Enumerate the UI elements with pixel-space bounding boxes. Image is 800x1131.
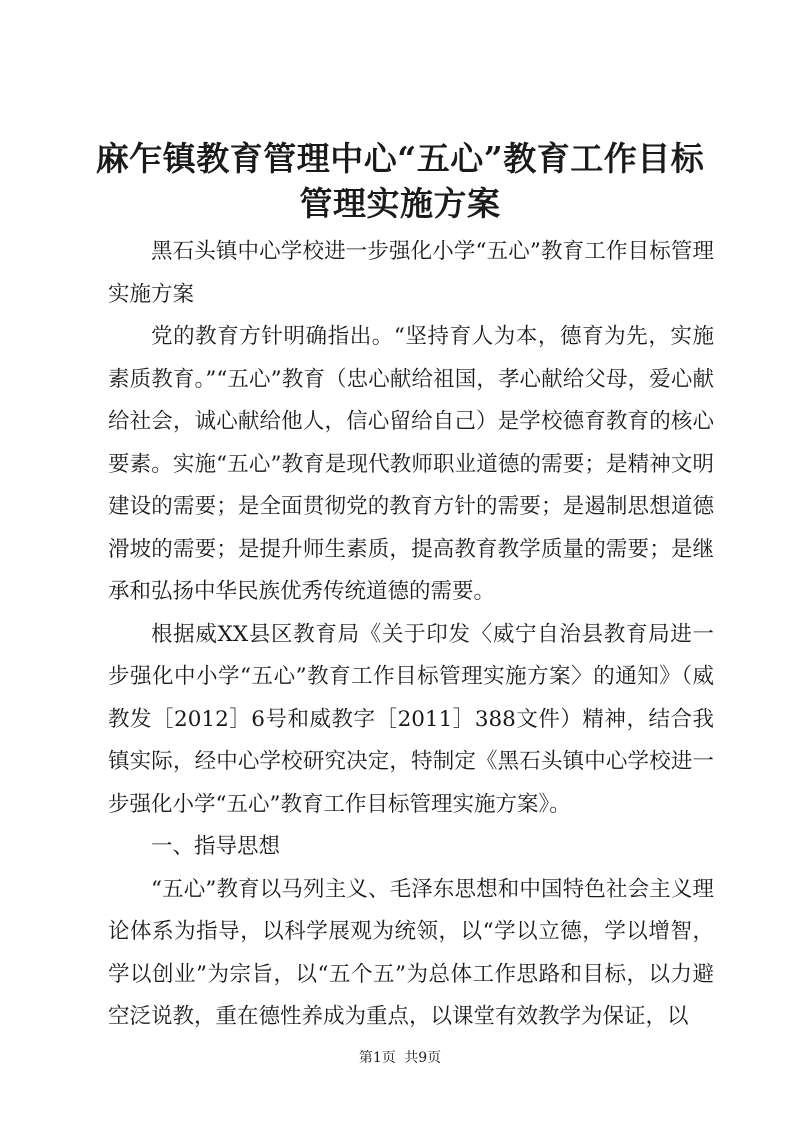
paragraph-basis: 根据威XX县区教育局《关于印发〈威宁自治县教育局进一步强化中小学“五心”教育工作目标管理实施方案〉的通知》（威教发［2012］6号和威教字［2011］388文件）精神，结合我镇实际，经中心学校研究决定，特制定《黑石头镇中心学校进一步强化小学“五心”教育工作目标管理实施方案》。 xyxy=(108,621,714,817)
page-number: 第1页 xyxy=(358,1050,396,1066)
document-body xyxy=(108,231,714,1039)
document-title: 麻乍镇教育管理中心“五心”教育工作目标管理实施方案 xyxy=(95,139,705,223)
page-footer xyxy=(0,1048,800,1068)
section-heading-guiding-ideology: 一、指导思想 xyxy=(151,834,281,859)
page-total: 共9页 xyxy=(404,1050,442,1066)
paragraph-education-policy: 党的教育方针明确指出。“坚持育人为本，德育为先，实施素质教育。”“五心”教育（忠心献给祖国，孝心献给父母，爱心献给社会，诚心献给他人，信心留给自己）是学校德育教育的核心要素。实施“五心”教育是现代教师职业道德的需要；是精神文明建设的需要；是全面贯彻党的教育方针的需要；是遏制思想道德滑坡的需要；是提升师生素质，提高教育教学质量的需要；是继承和弘扬中华民族优秀传统道德的需要。 xyxy=(108,324,714,604)
paragraph-guiding-ideology: “五心”教育以马列主义、毛泽东思想和中国特色社会主义理论体系为指导，以科学展观为统领，以“学以立德，学以增智，学以创业”为宗旨，以“五个五”为总体工作思路和目标，以力避空泛说教，重在德性养成为重点，以课堂有效教学为保证，以 xyxy=(108,876,714,1029)
paragraph-subtitle: 黑石头镇中心学校进一步强化小学“五心”教育工作目标管理实施方案 xyxy=(108,239,714,307)
